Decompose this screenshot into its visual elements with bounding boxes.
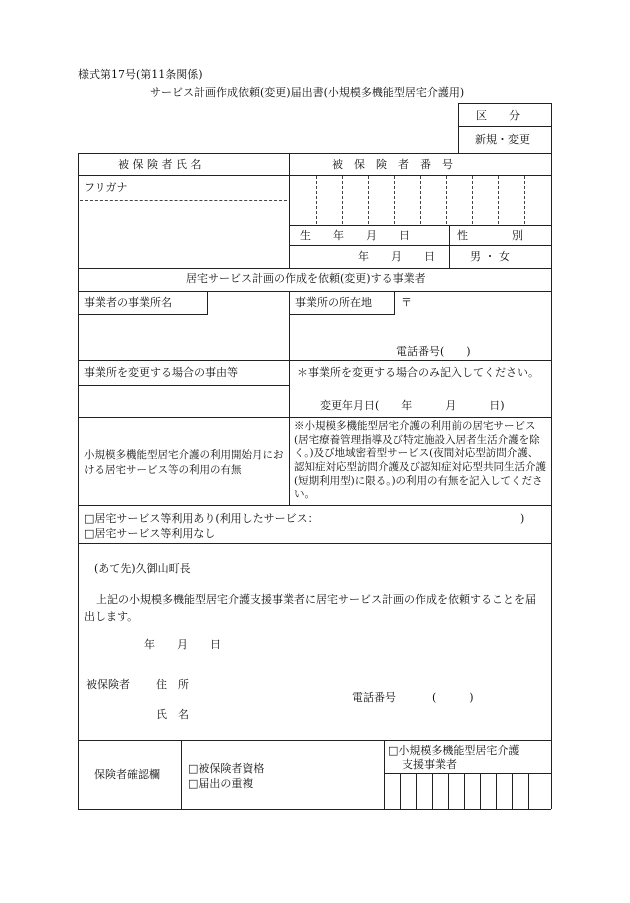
office-name-field[interactable] — [80, 317, 287, 359]
option-service-unused[interactable]: □居宅サービス等利用なし — [84, 527, 216, 540]
office-phone[interactable]: 電話番号( ) — [396, 345, 471, 358]
request-date[interactable]: 年 月 日 — [144, 638, 221, 651]
signer-address-label: 住 所 — [156, 678, 189, 691]
signer-name-label: 氏 名 — [156, 708, 189, 721]
insured-name-field[interactable] — [80, 202, 287, 266]
gender-label: 性 別 — [457, 229, 523, 242]
change-note: ＊事業所を変更する場合のみ記入してください。 — [297, 366, 539, 379]
category-value[interactable]: 新規・変更 — [475, 133, 530, 146]
service-usage-note: ※小規模多機能型居宅介護の利用前の居宅サービス(居宅療養管理指導及び特定施設入居者生活介護を除く。)及び地域密着型サービス(夜間対応型訪問介護、認知症対応型訪問介護及び認知症対応型共同生活介護(短期利用型)に限る。)の利用の有無を記入してください。 — [294, 420, 546, 501]
signer-phone-field[interactable]: ( ) — [432, 691, 474, 704]
change-reason-label: 事業所を変更する場合の事由等 — [84, 366, 238, 379]
service-usage-label: 小規模多機能型居宅介護の利用開始月における居宅サービス等の利用の有無 — [84, 449, 284, 477]
birth-label: 生 年 月 日 — [300, 229, 410, 242]
birth-value[interactable]: 年 月 日 — [358, 250, 435, 263]
gender-value[interactable]: 男 ・ 女 — [470, 250, 510, 263]
signer-name-field[interactable] — [200, 705, 500, 723]
change-date[interactable]: 変更年月日( 年 月 日) — [320, 399, 505, 412]
insured-name-label: 被 保 険 者 氏 名 — [118, 158, 202, 171]
form-title: サービス計画作成依頼(変更)届出書(小規模多機能型居宅介護用) — [150, 86, 465, 99]
option-service-used[interactable]: □居宅サービス等利用あり(利用したサービス： — [84, 512, 319, 525]
option-service-used-close: ) — [520, 512, 525, 525]
category-label: 区 分 — [476, 109, 520, 122]
insurer-check-label: 保険者確認欄 — [94, 768, 160, 781]
provider-check-line2: 支援事業者 — [402, 758, 457, 771]
insured-number-label: 被 保 険 者 番 号 — [332, 158, 453, 171]
form-number: 様式第17号(第11条関係) — [78, 68, 203, 81]
provider-section-title: 居宅サービス計画の作成を依頼(変更)する事業者 — [186, 272, 426, 285]
addressee: (あて先)久御山町長 — [94, 562, 191, 575]
office-address-field[interactable] — [412, 293, 549, 333]
check-duplicate[interactable]: □届出の重複 — [188, 777, 254, 790]
postal-mark: 〒 — [401, 296, 412, 309]
signer-phone-label: 電話番号 — [352, 691, 396, 704]
check-qualification[interactable]: □被保険者資格 — [188, 762, 265, 775]
request-body: 上記の小規模多機能型居宅介護支援事業者に居宅サービス計画の作成を依頼することを届出します。 — [84, 593, 536, 624]
office-address-label: 事業所の所在地 — [295, 296, 372, 309]
furigana-label: フリガナ — [84, 181, 128, 194]
office-name-label: 事業者の事業所名 — [84, 296, 172, 309]
insured-number-field[interactable] — [290, 176, 550, 224]
change-reason-field[interactable] — [80, 387, 287, 415]
provider-number-field[interactable] — [385, 774, 550, 808]
insured-signer-label: 被保険者 — [86, 678, 130, 691]
provider-check-line1[interactable]: □小規模多機能型居宅介護 — [388, 744, 520, 757]
